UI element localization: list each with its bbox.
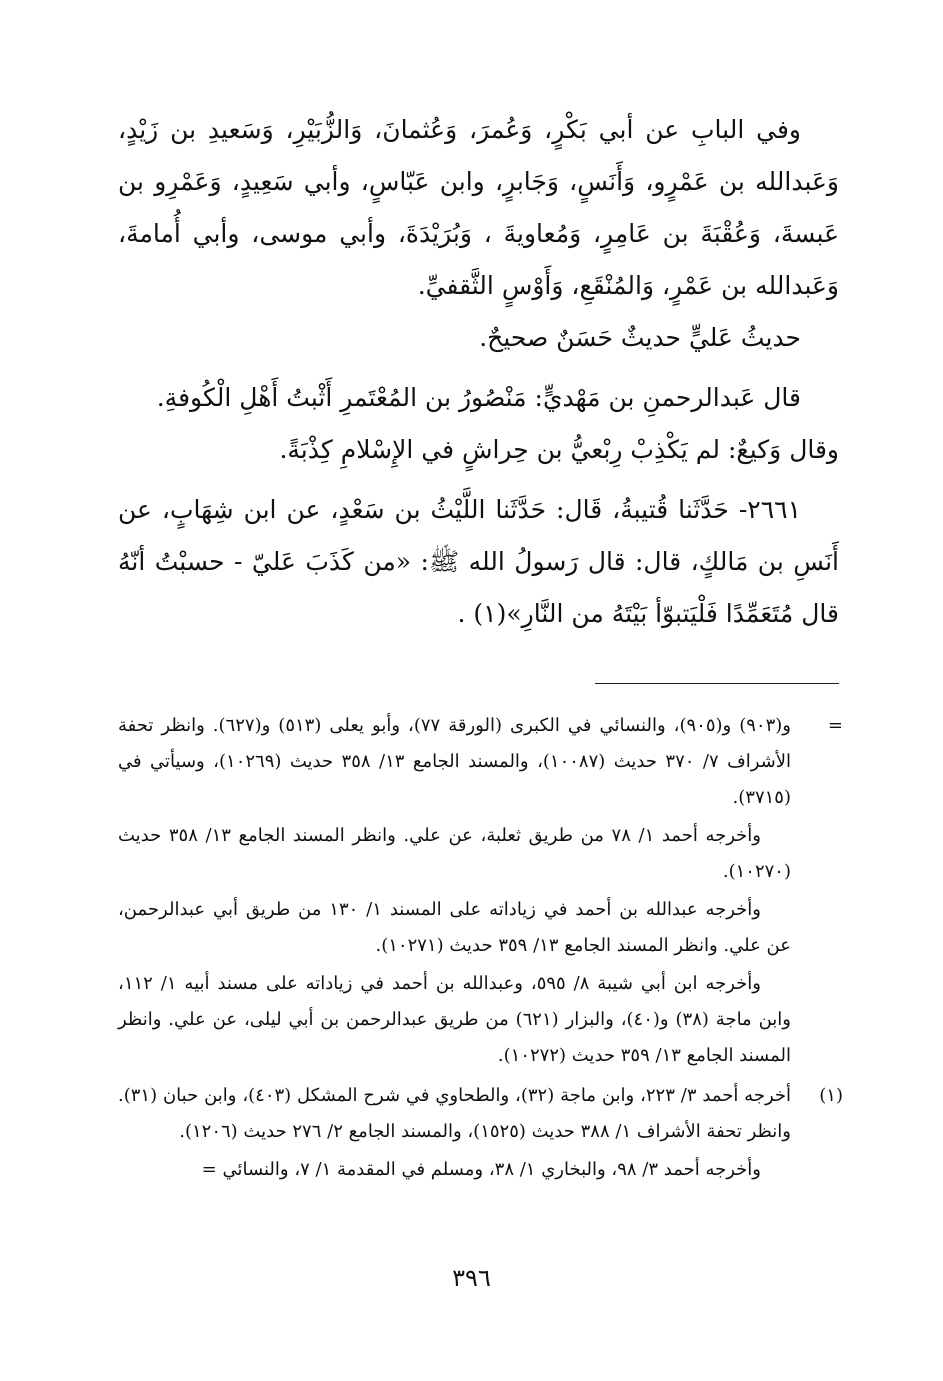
footnote-1: [118, 1078, 843, 1188]
page-number: ٣٩٦: [452, 1264, 491, 1292]
footnote-text: وأخرجه ابن أبي شيبة ٨/ ٥٩٥، وعبدالله بن أحمد في زياداته على مسند أبيه ١/ ١١٢، وابن ماجة (٣٨) و(٤٠)، والبزار (٦٢١) من طريق عبدالرحمن بن أبي ليلى، عن علي. وانظر المسند الجامع ١٣/ ٣٥٩ حديث (١٠٢٧٢).: [118, 973, 791, 1066]
footnote-text: و(٩٠٣) و(٩٠٥)، والنسائي في الكبرى (الورقة ٧٧)، وأبو يعلى (٥١٣) و(٦٢٧). وانظر تحفة الأشراف ٧/ ٣٧٠ حديث (١٠٠٨٧)، والمسند الجامع ١٣/ ٣٥٨ حديث (١٠٢٦٩)، وسيأتي في (٣٧١٥).: [118, 715, 792, 808]
footnote-text: أخرجه أحمد ٣/ ٢٢٣، وابن ماجة (٣٢)، والطحاوي في شرح المشكل (٤٠٣)، وابن حبان (٣١). وانظر تحفة الأشراف ١/ ٣٨٨ حديث (١٥٢٥)، والمسند الجامع ٢/ ٢٧٦ حديث (١٢٠٦).: [118, 1085, 792, 1142]
footnote-text: وأخرجه أحمد ١/ ٧٨ من طريق ثعلبة، عن علي. وانظر المسند الجامع ١٣/ ٣٥٨ حديث (١٠٢٧٠).: [118, 825, 791, 882]
main-text: [118, 104, 839, 640]
waki-statement: وقال وَكيعٌ: لم يَكْذِبْ رِبْعيُّ بن حِراشٍ في الإِسْلامِ كِذْبَةً.: [279, 435, 839, 464]
footnote-separator-rule: [595, 683, 839, 684]
footnote-text: وأخرجه أحمد ٣/ ٩٨، والبخاري ١/ ٣٨، ومسلم في المقدمة ١/ ٧، والنسائي =: [201, 1159, 761, 1180]
companions-paragraph: وفي البابِ عن أبي بَكْرٍ، وَعُمرَ، وَعُثمانَ، وَالزُّبَيْرِ، وَسَعيدِ بن زَيْدٍ، وَعَبدالله بن عَمْرٍو، وَأَنَسٍ، وَجَابرٍ، وابن عَبّاسٍ، وأبي سَعِيدٍ، وَعَمْرِو بن عَبسةَ، وَعُقْبَةَ بن عَامِرٍ، وَمُعاويةَ ، وَبُرَيْدَةَ، وأبي موسى، وأبي أُمامةَ، وَعَبدالله بن عَمْرٍ، وَالمُنْقَعِ، وَأَوْسٍ الثَّقفيِّ.: [118, 115, 839, 300]
footnote-text: وأخرجه عبدالله بن أحمد في زياداته على المسند ١/ ١٣٠ من طريق أبي عبدالرحمن، عن علي. وانظر المسند الجامع ١٣/ ٣٥٩ حديث (١٠٢٧١).: [118, 899, 791, 956]
hadith-grade-paragraph: حديثُ عَليٍّ حديثٌ حَسَنٌ صحيحٌ.: [479, 323, 801, 352]
footnotes-section: [118, 708, 843, 1192]
ibn-mahdi-statement: قال عَبدالرحمنِ بن مَهْديٍّ: مَنْصُورُ بن المُعْتَمرِ أَثْبتُ أَهْلِ الْكُوفةِ.: [156, 383, 801, 412]
footnote-continuation: [118, 708, 843, 1074]
hadith-2661-paragraph: ٢٦٦١- حَدَّثَنا قُتيبةُ، قَال: حَدَّثَنا اللَّيْثُ بن سَعْدٍ، عن ابن شِهَابٍ، عن أَنَسِ بن مَالكٍ، قال: قال رَسولُ الله ﷺ: «من كَذَبَ عَليّ - حسبْتُ أنّهُ قال مُتَعَمِّدًا فَلْيَتبوّأ بَيْتَهُ من النَّارِ»(١) .: [118, 495, 839, 628]
footnote-number: (١): [819, 1085, 843, 1106]
continuation-marker: =: [827, 715, 843, 736]
